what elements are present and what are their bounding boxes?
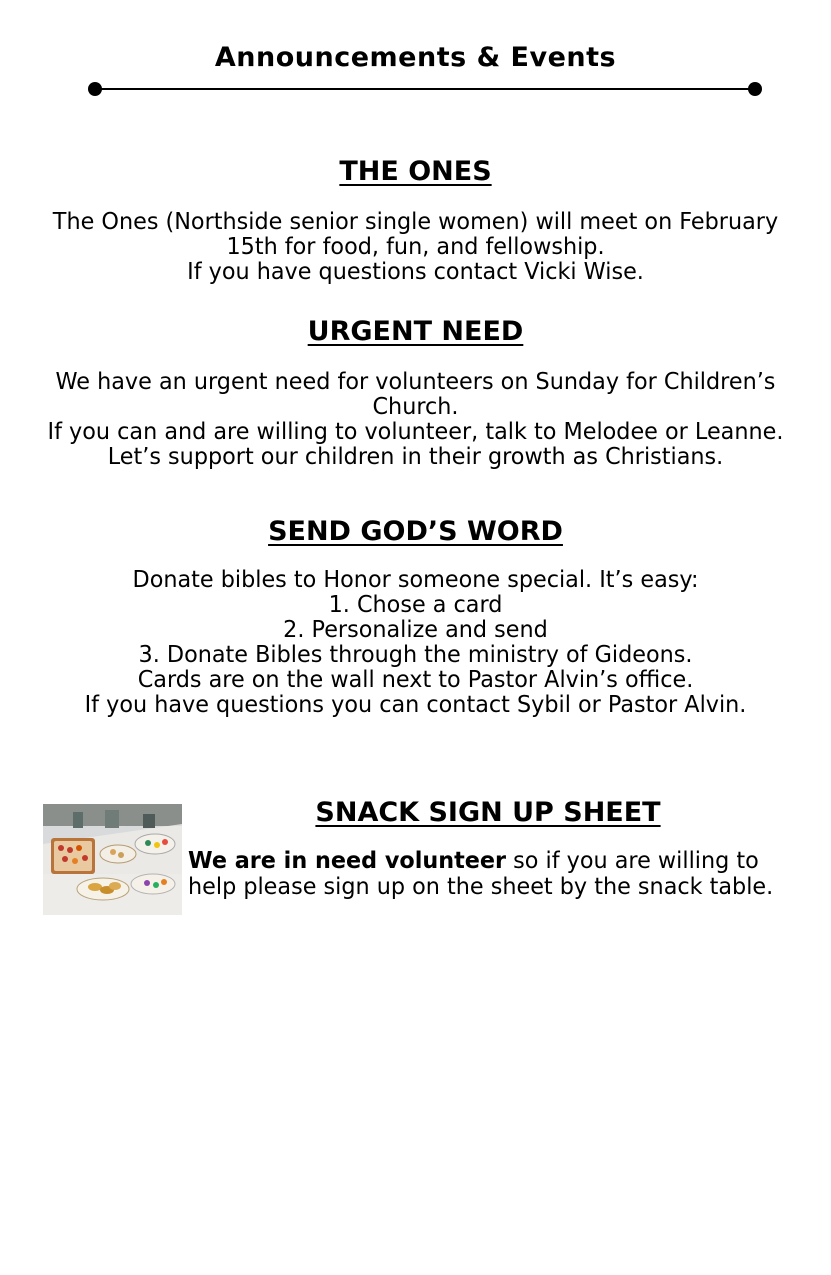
body-line: Cards are on the wall next to Pastor Alvin’s office. [137,667,694,693]
section-snack-sign-up [188,797,788,829]
divider-line [95,88,755,90]
body-line: Let’s support our children in their growth as Christians. [107,444,724,470]
section-send-gods-word [20,516,811,718]
body-line: Donate bibles to Honor someone special. It’s easy: [132,567,699,593]
body-line [188,848,789,874]
section-urgent-need [20,316,811,470]
body-line: help please sign up on the sheet by the snack table. [188,874,774,900]
body-line: Church. [372,394,459,420]
body-line: 1. Chose a card [328,592,503,618]
section-body [32,568,799,718]
body-line: 3. Donate Bibles through the ministry of Gideons. [138,642,693,668]
body-line: If you can and are willing to volunteer, talk to Melodee or Leanne. [47,419,784,445]
body-line: 15th for food, fun, and fellowship. [226,234,605,260]
divider-dot-left [88,82,102,96]
page-header-title: Announcements & Events [214,42,617,73]
section-the-ones [20,156,811,285]
divider-dot-right [748,82,762,96]
section-body [32,370,799,470]
emphasis-text: We are in need volunteer [188,848,507,874]
body-line: The Ones (Northside senior single women) will meet on February [52,209,779,235]
snack-body-text [188,848,789,900]
section-heading: URGENT NEED [307,316,524,347]
body-text: so if you are willing to [506,848,759,874]
body-line: If you have questions contact Vicki Wise. [187,259,644,285]
section-heading: THE ONES [339,156,492,187]
body-line: If you have questions you can contact Sybil or Pastor Alvin. [84,692,747,718]
section-heading: SNACK SIGN UP SHEET [315,797,661,828]
section-body [32,210,799,285]
snack-table-photo [43,804,182,915]
section-heading: SEND GOD’S WORD [268,516,563,547]
body-line: 2. Personalize and send [283,617,548,643]
body-line: We have an urgent need for volunteers on Sunday for Children’s [55,369,776,395]
